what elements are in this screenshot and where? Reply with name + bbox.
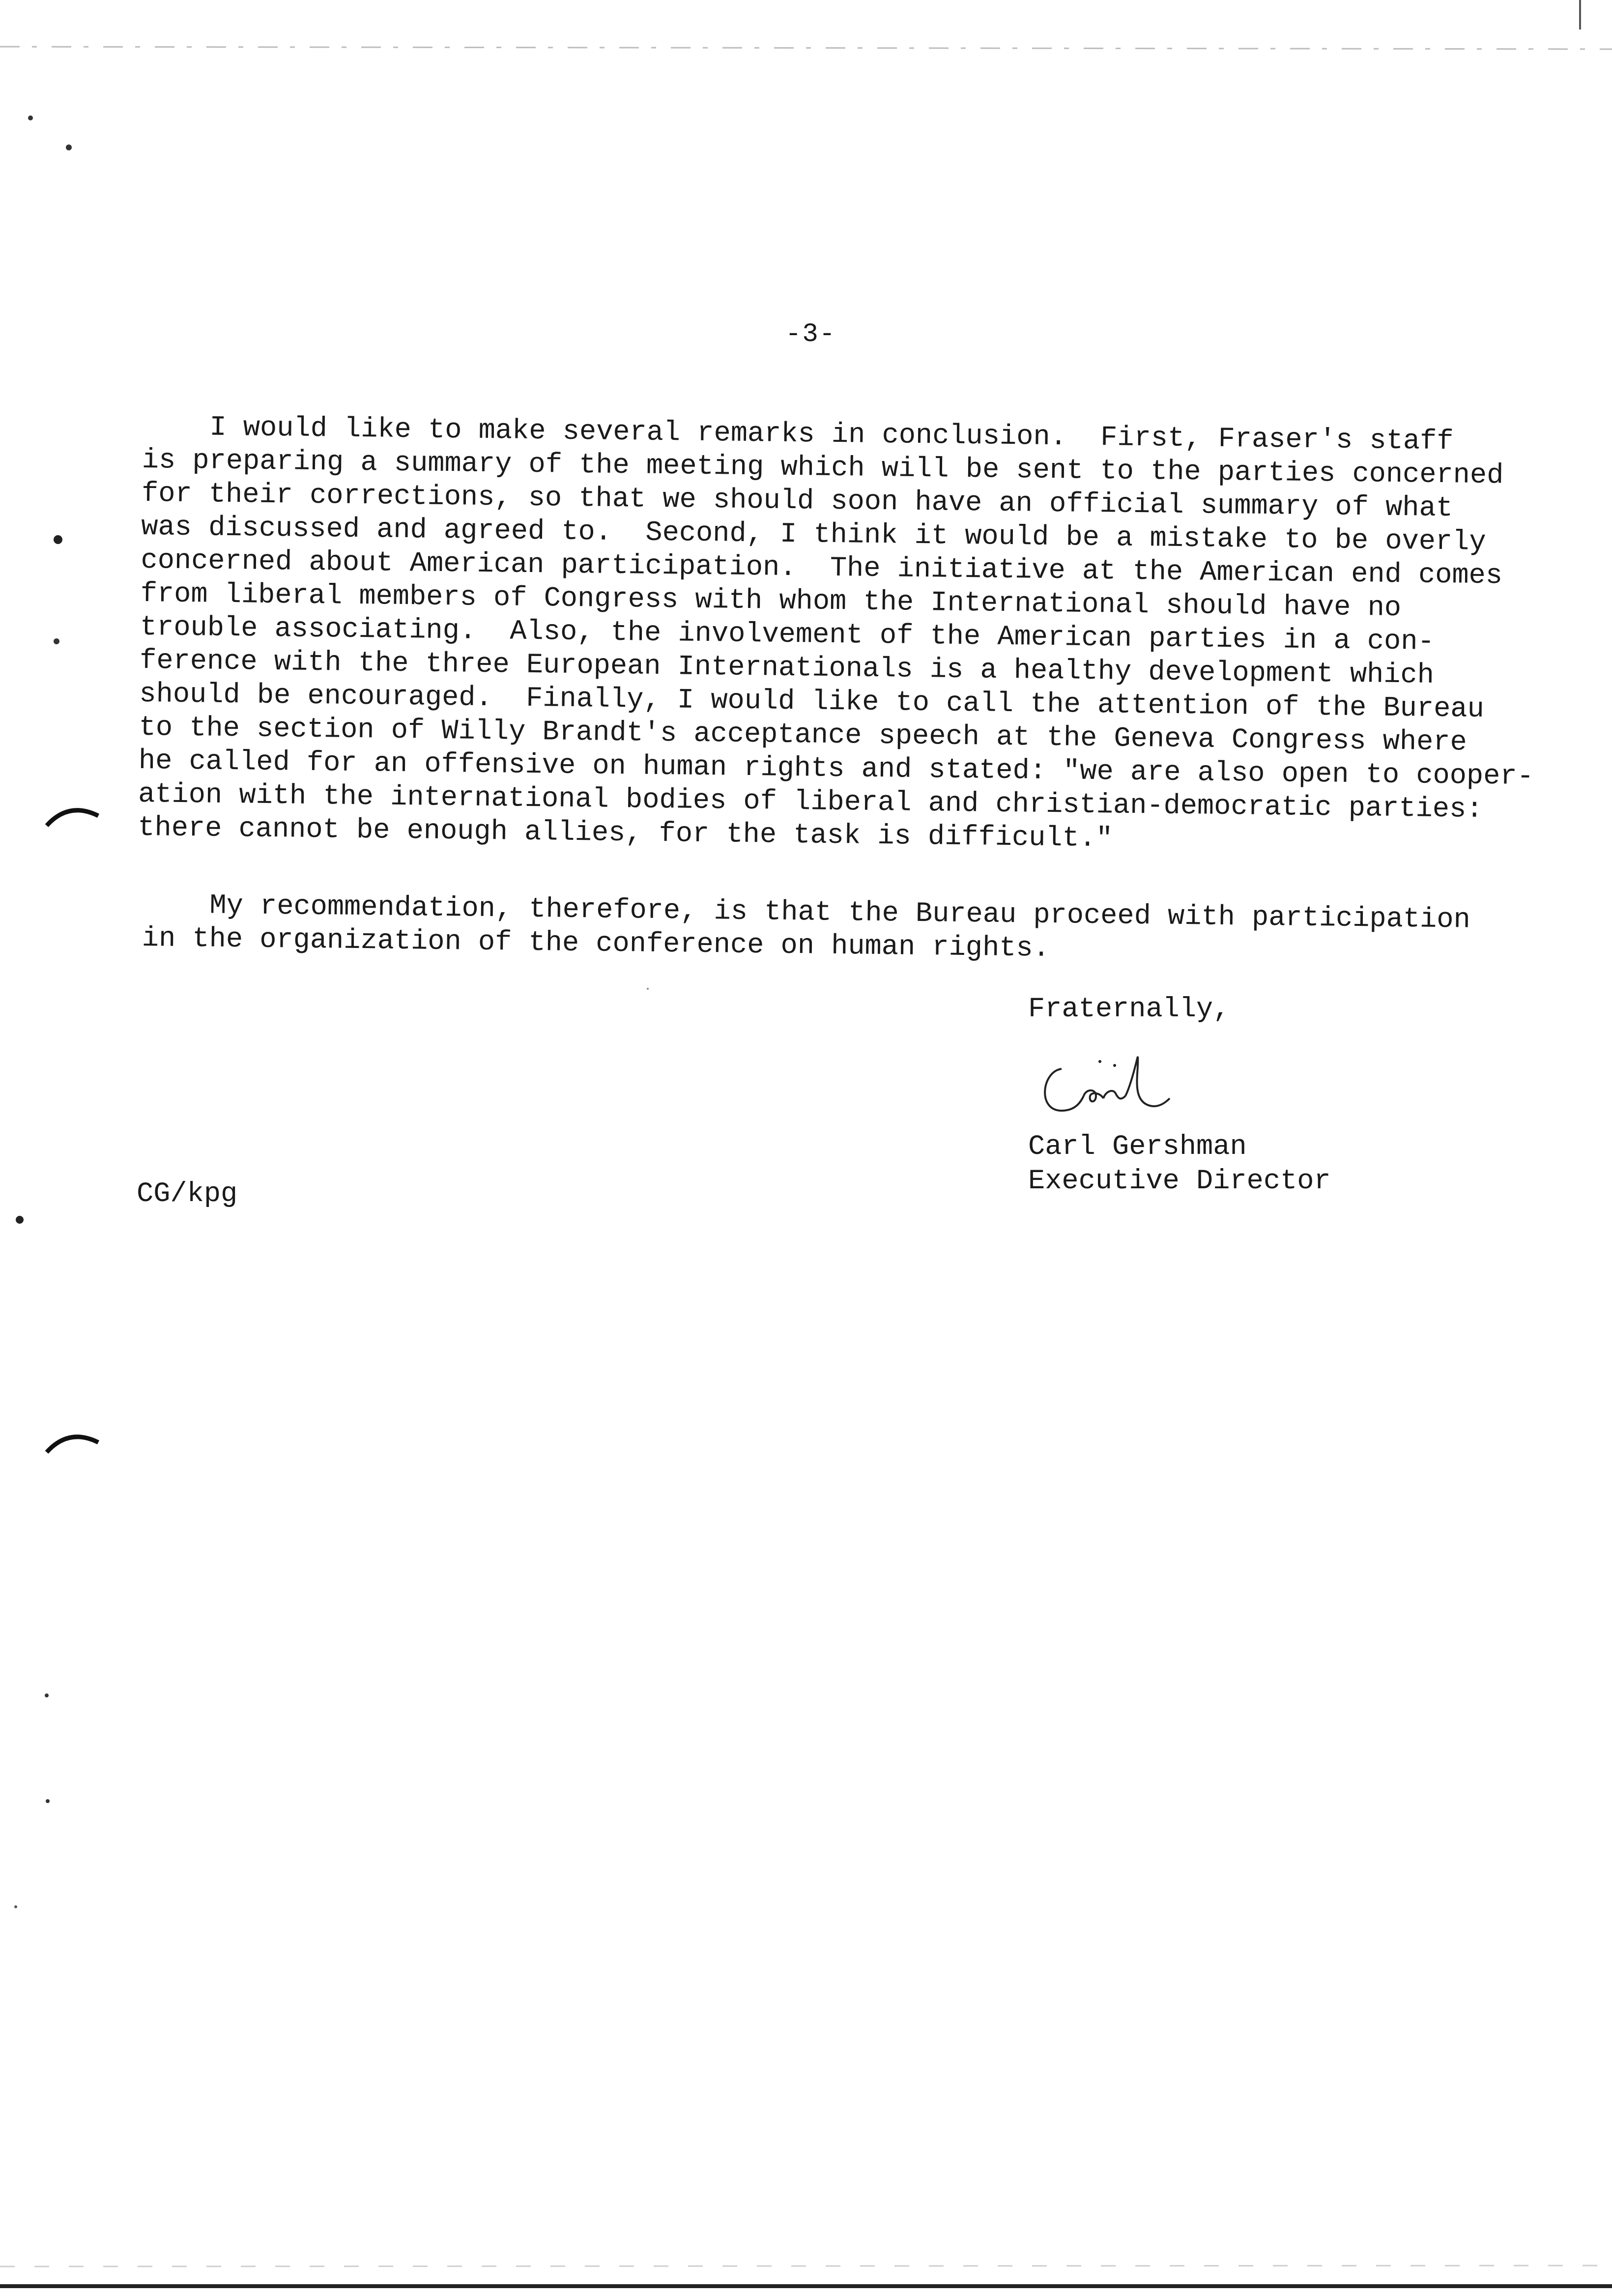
signer-title: Executive Director: [1028, 1166, 1331, 1197]
body-paragraph-conclusion: I would like to make several remarks in conclusion. First, Fraser's staff is preparing a summary of the meeting which will be sent to the parties concerned for their corrections, so that we should soon have an official summary of what was discussed and agreed to. Second, I think it would be a mistake to be overly concerned about American participation. The initiative at the American end comes from liberal members of Congress with whom the International should have no trouble associating. Also, the involvement of the American parties in a con- ference with the three European Internationals is a healthy development which should be encouraged. Finally, I would like to call the attention of the Bureau to the section of Willy Brandt's acceptance speech at the Geneva Congress where he called for an offensive on human rights and stated: "we are also open to cooper- ation with the international bodies of liberal and christian-democratic parties: there cannot be enough allies, for the task is difficult.": [137, 411, 1534, 855]
typist-initials: CG/kpg: [137, 1178, 238, 1210]
signer-name: Carl Gershman: [1028, 1131, 1247, 1163]
handwritten-signature: [1032, 1042, 1219, 1125]
page-number: -3-: [785, 319, 836, 349]
closing-salutation: Fraternally,: [1028, 994, 1230, 1025]
body-paragraph-recommendation: My recommendation, therefore, is that the Bureau proceed with participation in the organization of the conference on human rights.: [142, 889, 1471, 965]
